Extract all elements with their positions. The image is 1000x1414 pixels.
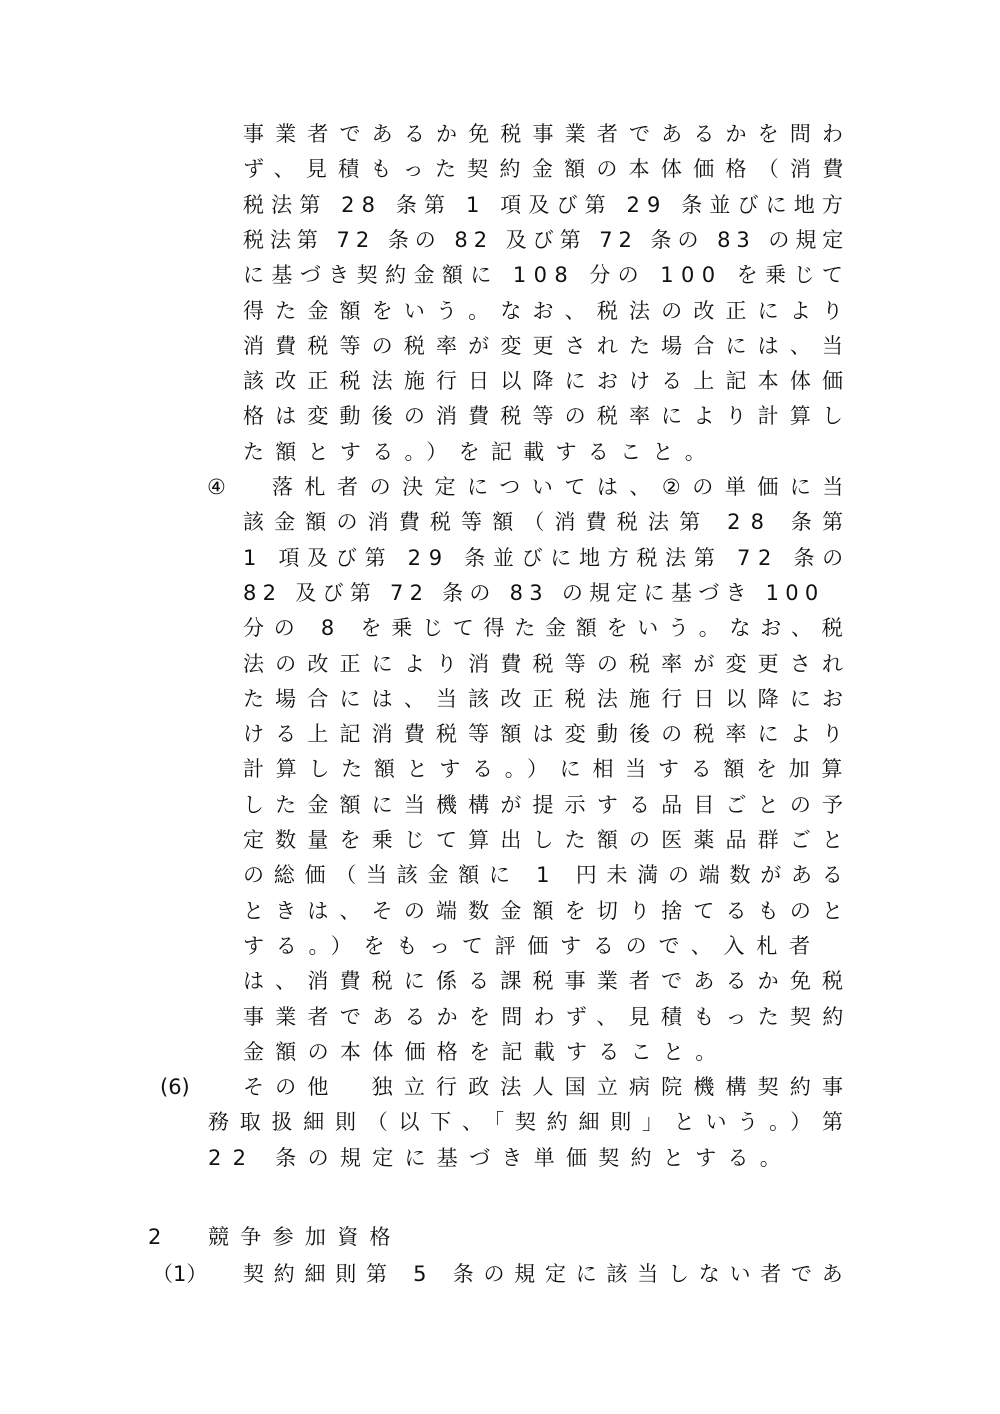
paragraph-line: ず、見積もった契約金額の本体価格（消費 bbox=[243, 157, 855, 182]
list-marker: (6) bbox=[160, 1075, 190, 1100]
paragraph-line: 契約細則第 5 条の規定に該当しない者であ bbox=[243, 1262, 853, 1286]
paragraph-line: 該金額の消費税等額（消費税法第 28 条第 bbox=[243, 510, 854, 535]
list-marker: ④ bbox=[207, 475, 226, 499]
paragraph-line: ける上記消費税等額は変動後の税率により bbox=[243, 722, 855, 747]
paragraph-line: 法の改正により消費税等の税率が変更され bbox=[243, 651, 855, 676]
list-marker: （1） bbox=[152, 1262, 208, 1286]
paragraph-line: 税法第 28 条第 1 項及び第 29 条並びに地方 bbox=[243, 192, 850, 217]
paragraph-line: 計算した額とする。）に相当する額を加算 bbox=[243, 757, 855, 782]
paragraph-line: は、消費税に係る課税事業者であるか免税 bbox=[243, 969, 855, 994]
paragraph-line: の総価（当該金額に 1 円未満の端数がある bbox=[243, 863, 853, 888]
paragraph-line: 格は変動後の消費税等の税率により計算し bbox=[243, 404, 855, 429]
paragraph-line: た場合には、当該改正税法施行日以降にお bbox=[243, 686, 855, 711]
paragraph-line: 消費税等の税率が変更された場合には、当 bbox=[243, 333, 855, 358]
paragraph-line: ときは、その端数金額を切り捨てるものと bbox=[243, 898, 855, 923]
paragraph-line: 22 条の規定に基づき単価契約とする。 bbox=[208, 1145, 793, 1170]
paragraph-line: 該改正税法施行日以降における上記本体価 bbox=[243, 369, 855, 394]
paragraph-line: 落札者の決定については、②の単価に当 bbox=[272, 475, 855, 499]
paragraph-line: 得た金額をいう。なお、税法の改正により bbox=[243, 298, 855, 323]
paragraph-line: 1 項及び第 29 条並びに地方税法第 72 条の bbox=[243, 545, 851, 570]
paragraph-line: 82 及び第 72 条の 83 の規定に基づき 100 bbox=[243, 580, 825, 605]
section-title: 競争参加資格 bbox=[208, 1225, 402, 1249]
paragraph-line: 務取扱細則（以下、「契約細則」という。）第 bbox=[208, 1110, 854, 1135]
paragraph-line: 分の 8 を乗じて得た金額をいう。なお、税 bbox=[243, 616, 853, 641]
paragraph-line: 金額の本体価格を記載すること。 bbox=[243, 1039, 728, 1064]
section-number: 2 bbox=[148, 1225, 162, 1249]
paragraph-line: た額とする。）を記載すること。 bbox=[243, 439, 717, 464]
paragraph-line: その他 独立行政法人国立病院機構契約事 bbox=[243, 1075, 855, 1100]
paragraph-line: する。）をもって評価するので、入札者 bbox=[243, 933, 822, 958]
paragraph-line: に基づき契約金額に 108 分の 100 を乗じて bbox=[243, 263, 851, 288]
paragraph-line: した金額に当機構が提示する品目ごとの予 bbox=[243, 792, 855, 817]
paragraph-line: 事業者であるかを問わず、見積もった契約 bbox=[243, 1004, 855, 1029]
paragraph-line: 定数量を乗じて算出した額の医薬品群ごと bbox=[243, 828, 855, 852]
paragraph-line: 税法第 72 条の 82 及び第 72 条の 83 の規定 bbox=[243, 227, 850, 252]
paragraph-line: 事業者であるか免税事業者であるかを問わ bbox=[243, 122, 855, 146]
